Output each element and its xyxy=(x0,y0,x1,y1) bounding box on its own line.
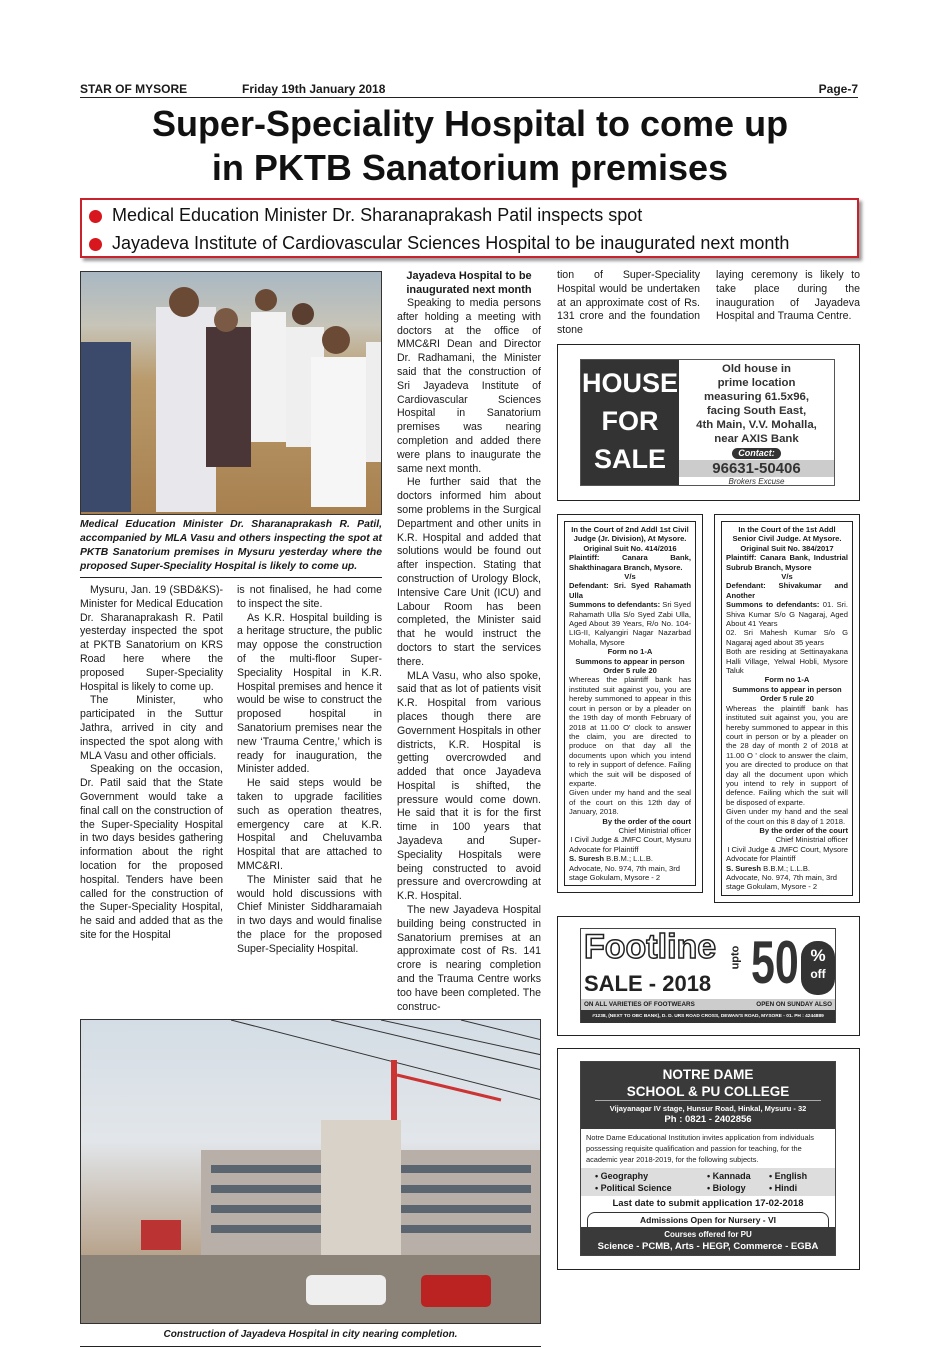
discount: 50 xyxy=(751,928,799,996)
subject: • Kannada xyxy=(707,1170,751,1181)
order: Order 5 rule 20 xyxy=(603,666,657,676)
headline xyxy=(70,102,870,190)
ad-big-text: HOUSE xyxy=(581,367,679,398)
residing: Both are residing at Settinayakana Halli Village, Yelwal Hobli, Mysore Taluk xyxy=(726,647,848,676)
paper-name: STAR OF MYSORE xyxy=(80,82,188,96)
school-address: Vijayanagar IV stage, Hunsur Road, Hinkal, Mysuru - 32 xyxy=(609,1103,807,1113)
paragraph: Speaking on the occasion, Dr. Patil said that the State Government would take a final call on the construction of the Super-Speciality Hospital in two days besides gathering information about the right location for the proposed hospital. Tenders have been called for the construction of the Super-Speciality Hospital, he said and added that as the site for the Hospital xyxy=(80,763,223,941)
label: Summons to defendants: xyxy=(726,600,820,610)
notice-body: Whereas the plaintiff bank has instituted suit against you, you are hereby summoned to appear in this court in person or by a pleader on the 28 day of month 2 of 2018 at 11.00 O ' clock to answer the claim, you are directed to produce on that day all the document upon which you intend to rely in support of defence. Failing which the suit will be disposed of exparte. xyxy=(726,703,848,807)
paragraph: is not finalised, he had come to inspect the site. xyxy=(237,584,382,610)
notre-dame-ad xyxy=(557,1048,860,1270)
plaintiff: Canara Bank, Shakthinagara Branch, Mysore. xyxy=(569,553,691,572)
minister-inspection-photo xyxy=(80,271,382,515)
by-order: By the order of the court xyxy=(759,825,848,835)
article-column-2 xyxy=(237,584,382,957)
officer: Chief Ministrial officer xyxy=(618,825,691,835)
school-phone: Ph : 0821 - 2402856 xyxy=(664,1113,752,1125)
court-notice-1 xyxy=(557,514,703,893)
right-area xyxy=(557,269,860,1270)
article-column-1 xyxy=(80,584,223,943)
paragraph: The new Jayadeva Hospital building being constructed in Sanatorium premises at an approximate cost of Rs. 141 crore is nearing completion and the Trauma Centre works too have been completed. The construc- xyxy=(397,904,541,1013)
court-name: In the Court of the 1st Addl Senior Civil Judge. At Mysore. xyxy=(732,524,842,544)
summons: 01. Sri. Shiva Kumar S/o G Nagaraj, Aged About 41 Years xyxy=(726,600,848,629)
versus: V/s xyxy=(624,572,636,582)
paragraph: As K.R. Hospital building is a heritage structure, the public may oppose the construction of the multi-floor Super-Speciality Hospital in K.R. Hospital premises and hence it would be wise to construct the proposed hospital in Sanatorium premises near the new ‘Trauma Centre,’ which is ready for inauguration, the Minister added. xyxy=(237,611,382,776)
people-illustration xyxy=(81,272,382,515)
article-column-5 xyxy=(716,269,860,324)
given: Given under my hand and the seal of the court on this 12th day of January, 2018. xyxy=(569,788,691,817)
building-illustration xyxy=(81,1020,541,1324)
ad-line: measuring 61.5x96, xyxy=(703,390,810,403)
label: Advocate for Plaintiff xyxy=(569,844,639,854)
ad-phone: 96631-50406 xyxy=(679,460,834,477)
label: Plaintiff: xyxy=(569,553,600,563)
headline-line-2: in PKTB Sanatorium premises xyxy=(211,147,729,188)
plaintiff: Canara Bank, Industrial Subrub Branch, Mysore xyxy=(726,553,848,572)
school-title: NOTRE DAME xyxy=(662,1066,754,1082)
given: Given under my hand and the seal of the court on this 8 day of 1 2018. xyxy=(726,807,848,826)
contact-label: Contact: xyxy=(732,448,781,459)
shop-address: #1238, (NEXT TO OBC BANK), D. D. URS ROAD CROSS, DEWAN'S ROAD, MYSORE - 01. PH : 4244889 xyxy=(581,1010,835,1023)
form: Form no 1-A xyxy=(764,675,810,685)
subject: • Geography xyxy=(595,1170,649,1181)
paragraph: Mysuru, Jan. 19 (SBD&KS)- Minister for Medical Education Dr. Sharanaprakash R. Patil yesterday inspected the spot at PKTB Sanatorium on KRS Road here where the proposed Super-Speciality Hospital is likely to come up. xyxy=(80,584,223,693)
highlight: Jayadeva Institute of Cardiovascular Sciences Hospital to be inaugurated next month xyxy=(112,233,790,253)
paragraph: He further said that the doctors informed him about some problems in the Surgical Department and other units in K.R. Hospital and added that solutions would be found out after inspection. Stating that construction of Urology Block, Intensive Care Unit (ICU) and Labour Room has been completed, the Minister said that he would instruct the doctors to start the services there. xyxy=(397,476,541,668)
address: Advocate, No. 974, 7th main, 3rd stage Gokulam, Mysore - 2 xyxy=(569,863,681,883)
paragraph: He said steps would be taken to upgrade facilities such as operation theatres, emergency care at K.R. Hospital and Cheluvamba Hospital that are attached to MMC&RI. xyxy=(237,777,382,872)
article-column-4 xyxy=(557,269,700,338)
strip-right: OPEN ON SUNDAY ALSO xyxy=(756,1000,832,1008)
school-title: SCHOOL & PU COLLEGE xyxy=(595,1083,821,1101)
admissions: Admissions Open for Nursery - VI xyxy=(587,1212,829,1227)
form: Form no 1-A xyxy=(607,647,653,657)
subject: • Political Science xyxy=(595,1182,672,1193)
advocate: S. Suresh xyxy=(726,863,762,873)
paragraph: Speaking to media persons after holding a meeting with doctors at the office of MMC&RI Dean and Director Dr. Radhamani, the Minister said that the construction of Sri Jayadeva Institute of Cardiovascular Sciences Hospital in Sanatorium premises was nearing completion and added there were plans to inaugurate the same next month. xyxy=(397,297,541,475)
photo-caption: Construction of Jayadeva Hospital in city nearing completion. xyxy=(80,1328,541,1347)
sale-text: SALE - 2018 xyxy=(584,970,712,996)
article-column-3 xyxy=(397,269,541,1014)
page-header xyxy=(80,82,858,98)
court-notice-2 xyxy=(714,514,860,903)
photo-caption: Medical Education Minister Dr. Sharanaprakash R. Patil, accompanied by MLA Vasu and others inspecting the spot at PKTB Sanatorium premises in Mysuru yesterday where the proposed Super-Speciality Hospital is likely to come up. xyxy=(80,518,382,578)
address: Advocate, No. 974, 7th main, 3rd stage Gokulam, Mysore - 2 xyxy=(726,873,838,892)
paragraph: tion of Super-Speciality Hospital would be undertaken at an approximate cost of Rs. 131 crore and the foundation stone xyxy=(557,269,700,337)
upto: upto xyxy=(729,945,742,970)
bullet-icon xyxy=(89,238,102,251)
order: Order 5 rule 20 xyxy=(760,694,814,704)
bullet-icon xyxy=(89,210,102,223)
ad-line: 4th Main, V.V. Mohalla, xyxy=(696,418,817,431)
house-for-sale-ad xyxy=(557,344,860,501)
issue-date: Friday 19th January 2018 xyxy=(242,82,386,96)
degree: B.B.M.; L.L.B. xyxy=(606,854,654,864)
label: Advocate for Plaintiff xyxy=(726,854,796,864)
officer: Chief Ministrial officer xyxy=(775,835,848,845)
summons: Sri Syed Rahamath Ulla S/o Syed Zabi Ulla, Aged About 39 Years, R/o No. 104-LIG-II, Kalyangiri Nagar Nazarbad Mohalla, Mysore xyxy=(569,600,691,647)
brand: Footline xyxy=(584,927,717,966)
strip-left: ON ALL VARIETIES OF FOOTWEARS xyxy=(584,1000,695,1008)
suit-number: Original Suit No. 414/2016 xyxy=(583,543,677,553)
courses: Science - PCMB, Arts - HEGP, Commerce - EGBA xyxy=(597,1240,819,1252)
ad-line: near AXIS Bank xyxy=(714,432,799,445)
court-name: In the Court of 2nd Addl 1st Civil Judge (Jr. Division), At Mysore. xyxy=(571,524,689,544)
ad-big-text: FOR xyxy=(601,405,659,436)
ad-note: Brokers Excuse xyxy=(728,476,785,486)
appear: Summons to appear in person xyxy=(732,684,842,694)
degree: B.B.M.; L.L.B. xyxy=(763,863,811,873)
defendant: Defendant: Shivakumar and Another xyxy=(726,581,848,600)
off: off xyxy=(810,966,826,981)
court: I Civil Judge & JMFC Court, Mysuru xyxy=(570,835,691,845)
defendant: Defendant: Sri. Syed Rahamath Ulla xyxy=(569,581,691,600)
subject: • English xyxy=(769,1170,808,1181)
ad-line: Old house in xyxy=(722,362,791,375)
advocate: S. Suresh xyxy=(569,854,605,864)
courses-label: Courses offered for PU xyxy=(664,1229,752,1239)
label: Plaintiff: xyxy=(726,553,757,563)
hospital-construction-photo xyxy=(80,1019,541,1324)
paragraph: The Minister said that he would hold discussions with Chief Minister Siddharamaiah in two days and would finalise the place for the proposed Super-Speciality Hospital. xyxy=(237,873,382,955)
ad-big-text: SALE xyxy=(593,443,666,474)
court: I Civil Judge & JMFC Court, Mysore xyxy=(727,844,848,854)
summons: 02. Sri Mahesh Kumar S/o G Nagaraj aged about 35 years xyxy=(726,628,848,647)
appear: Summons to appear in person xyxy=(575,656,685,666)
paragraph: laying ceremony is likely to take place during the inauguration of Jayadeva Hospital and Trauma Centre. xyxy=(716,269,860,323)
notice-body: Whereas the plaintiff bank has instituted suit against you, you are hereby summoned to appear in this court in person or by a pleader on the 19th day of month February of 2018 at 11.00 O' clock to answer the claim, you are directed to produce on that day all the documents upon which you intend to rely in support of defence. Failing which the suit will be disposed of exparte. xyxy=(569,675,691,788)
versus: V/s xyxy=(781,572,793,582)
footline-sale-ad xyxy=(557,916,860,1036)
page-number: Page-7 xyxy=(818,82,858,96)
ad-line: facing South East, xyxy=(706,404,807,417)
subject: • Hindi xyxy=(769,1182,798,1193)
subject: • Biology xyxy=(707,1182,746,1193)
suit-number: Original Suit No. 384/2017 xyxy=(740,543,834,553)
label: Summons to defendants: xyxy=(569,600,661,610)
ad-body: Notre Dame Educational Institution invites application from individuals possessing requisite qualification and passion for teaching, for the academic year 2018-2019, for the following subjects. xyxy=(586,1132,814,1164)
last-date: Last date to submit application 17-02-2018 xyxy=(612,1197,804,1209)
highlight: Medical Education Minister Dr. Sharanaprakash Patil inspects spot xyxy=(112,205,643,225)
article-left-block xyxy=(80,269,382,957)
paragraph: MLA Vasu, who also spoke, said that as lot of patients visit K.R. Hospital from various places though there are Government Hospitals in other districts, K.R. Hospital is getting overcrowded and added that once Jayadeva Hospital is shifted, the pressure would come down. He said that it is for the first time in 100 years that Jayadeva and Super-Speciality Hospitals were being constructed to avoid pressure and overcrowding at K.R. Hospital. xyxy=(397,669,541,903)
subheading: Jayadeva Hospital to be inaugurated next month xyxy=(406,270,532,296)
ad-line: prime location xyxy=(717,376,796,389)
paragraph: The Minister, who participated in the Suttur Jathra, arrived in city and inspected the spot along with MLA Vasu and other officials. xyxy=(80,694,223,762)
headline-line-1: Super-Speciality Hospital to come up xyxy=(151,103,789,144)
by-order: By the order of the court xyxy=(602,816,691,826)
highlights-box xyxy=(80,198,859,258)
article-area xyxy=(80,269,541,1347)
percent: % xyxy=(810,945,826,965)
